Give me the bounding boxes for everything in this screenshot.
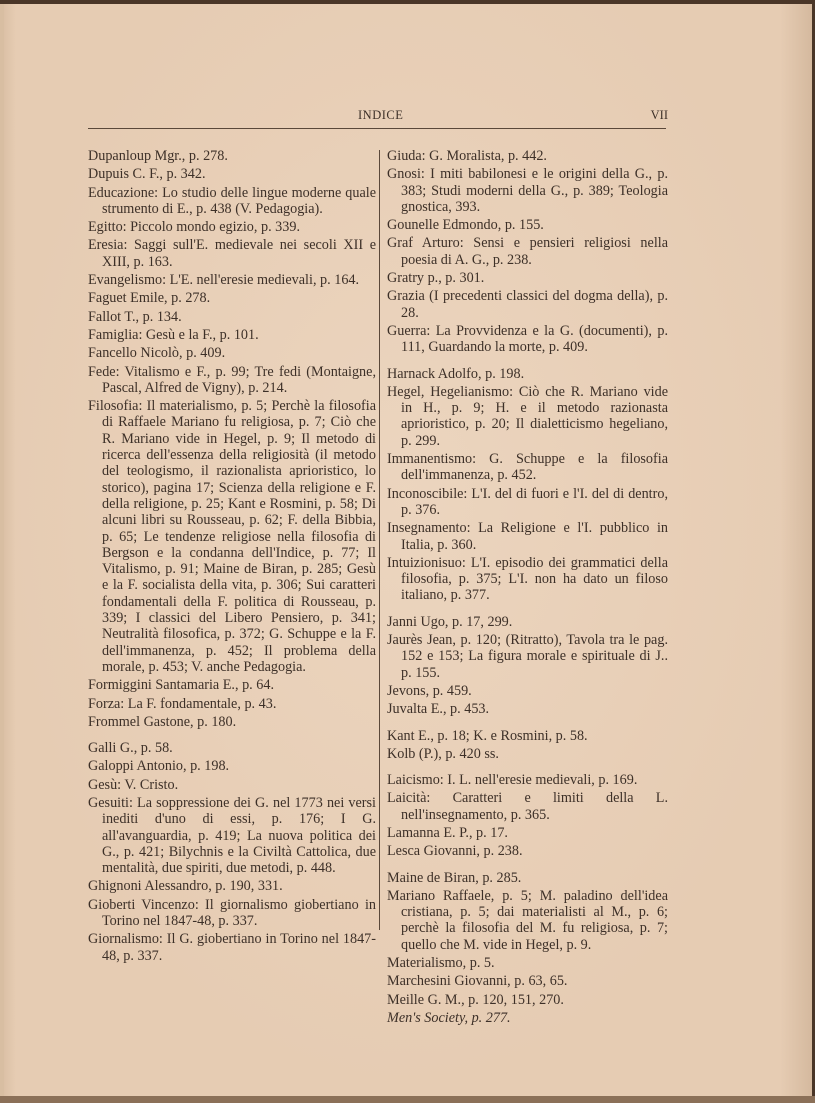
index-entry: Immanentismo: G. Schuppe e la filosofia dell'immanenza, p. 452. <box>387 451 668 484</box>
index-entry: Lesca Giovanni, p. 238. <box>387 843 523 860</box>
index-entry: Inconoscibile: L'I. del di fuori e l'I. del di dentro, p. 376. <box>387 485 668 518</box>
index-column-right <box>387 148 668 1028</box>
running-title: INDICE <box>358 108 404 122</box>
index-entry: Gounelle Edmondo, p. 155. <box>387 217 544 234</box>
index-entry: Famiglia: Gesù e la F., p. 101. <box>88 326 259 343</box>
index-entry: Evangelismo: L'E. nell'eresie medievali, p. 164. <box>88 272 360 289</box>
index-entry: Kolb (P.), p. 420 ss. <box>387 745 499 762</box>
page-number: VII <box>650 108 668 122</box>
index-entry: Insegnamento: La Religione e l'I. pubblico in Italia, p. 360. <box>387 520 668 553</box>
index-entry: Galoppi Antonio, p. 198. <box>88 758 230 775</box>
index-entry: Gesuiti: La soppressione dei G. nel 1773 nei versi inediti d'uno di essi, p. 176; I G. all'avanguardia, p. 419; La nuova politica dei G., p. 421; Bilychnis e la Civiltà Cattolica, due mentalità, due spiriti, due metodi, p. 448. <box>88 794 376 877</box>
index-entry: Filosofia: Il materialismo, p. 5; Perchè la filosofia di Raffaele Mariano fu religiosa, p. 7; Ciò che R. Mariano vide in Hegel, p. 9; Il metodo di ricerca dell'essenza della religiosità (il metodo del teologismo, il razionalista aprioristico, lo storico), pagina 17; Scienza della religione e F. della religione, p. 25; Kant e Rosmini, p. 58; Di alcuni libri su Rousseau, p. 62; F. della Bibbia, p. 65; Le tendenze religiose nella filosofia di Bergson e la condanna dell'Indice, p. 77; Il Vitalismo, p. 91; Maine de Biran, p. 285; Gesù e la F. socialista della vita, p. 306; Sui caratteri fondamentali della F. politica di Rousseau, p. 339; I classici del Libero Pensiero, p. 341; Neutralità filosofica, p. 372; G. Schuppe e la F. dell'immanenza, p. 452; Il problema della morale, p. 453; V. anche Pedagogia. <box>88 398 376 675</box>
index-entry-italic: Men's Society, p. 277. <box>387 1009 511 1026</box>
index-entry: Educazione: Lo studio delle lingue moderne quale strumento di E., p. 438 (V. Pedagogia). <box>88 184 376 217</box>
index-entry: Graf Arturo: Sensi e pensieri religiosi nella poesia di A. G., p. 238. <box>387 235 668 268</box>
index-entry: Ghignoni Alessandro, p. 190, 331. <box>88 878 283 895</box>
index-entry: Meille G. M., p. 120, 151, 270. <box>387 991 564 1008</box>
index-entry: Hegel, Hegelianismo: Ciò che R. Mariano vide in H., p. 9; H. e il metodo razionasta aprioristico, p. 20; Il dialetticismo hegeliano, p. 299. <box>387 383 668 449</box>
index-entry: Janni Ugo, p. 17, 299. <box>387 613 513 630</box>
index-entry: Laicismo: I. L. nell'eresie medievali, p. 169. <box>387 772 638 789</box>
index-entry: Marchesini Giovanni, p. 63, 65. <box>387 973 568 990</box>
index-entry: Juvalta E., p. 453. <box>387 701 490 718</box>
index-entry: Jaurès Jean, p. 120; (Ritratto), Tavola tra le pag. 152 e 153; La figura morale e spirituale di J.. p. 155. <box>387 632 668 681</box>
index-entry: Frommel Gastone, p. 180. <box>88 713 237 730</box>
index-entry: Giornalismo: Il G. giobertiano in Torino nel 1847-48, p. 337. <box>88 931 376 964</box>
index-entry: Fancello Nicolò, p. 409. <box>88 345 226 362</box>
index-entry: Faguet Emile, p. 278. <box>88 290 211 307</box>
index-entry: Laicità: Caratteri e limiti della L. nell'insegnamento, p. 365. <box>387 790 668 823</box>
index-entry: Fallot T., p. 134. <box>88 308 182 325</box>
column-divider <box>379 150 380 930</box>
index-column-left <box>88 148 376 966</box>
book-page <box>0 4 812 1096</box>
index-entry: Egitto: Piccolo mondo egizio, p. 339. <box>88 219 301 236</box>
index-entry: Maine de Biran, p. 285. <box>387 869 522 886</box>
index-entry: Eresia: Saggi sull'E. medievale nei secoli XII e XIII, p. 163. <box>88 237 376 270</box>
index-entry: Gnosi: I miti babilonesi e le origini della G., p. 383; Studi moderni della G., p. 389; Teologia gnostica, 393. <box>387 166 668 215</box>
index-entry: Forza: La F. fondamentale, p. 43. <box>88 695 277 712</box>
index-entry: Grazia (I precedenti classici del dogma della), p. 28. <box>387 288 668 321</box>
index-entry: Jevons, p. 459. <box>387 682 472 699</box>
index-entry: Giuda: G. Moralista, p. 442. <box>387 148 547 164</box>
index-entry: Lamanna E. P., p. 17. <box>387 824 508 841</box>
index-entry: Fede: Vitalismo e F., p. 99; Tre fedi (Montaigne, Pascal, Alfred de Vigny), p. 214. <box>88 363 376 396</box>
page-bottom-edge <box>0 1096 815 1103</box>
index-entry: Kant E., p. 18; K. e Rosmini, p. 58. <box>387 727 588 744</box>
index-entry: Formiggini Santamaria E., p. 64. <box>88 677 274 694</box>
index-entry: Gioberti Vincenzo: Il giornalismo giobertiano in Torino nel 1847-48, p. 337. <box>88 896 376 930</box>
index-entry: Gratry p., p. 301. <box>387 270 485 287</box>
index-entry: Harnack Adolfo, p. 198. <box>387 365 525 382</box>
page-left-edge <box>0 4 4 1096</box>
index-entry: Materialismo, p. 5. <box>387 955 495 972</box>
index-entry: Gesù: V. Cristo. <box>88 776 179 793</box>
index-entry: Intuizionisuo: L'I. episodio dei grammatici della filosofia, p. 375; L'I. non ha dato un filoso italiano, p. 377. <box>387 554 668 604</box>
index-entry: Galli G., p. 58. <box>88 740 173 757</box>
running-head <box>88 108 668 128</box>
index-entry: Dupanloup Mgr., p. 278. <box>88 148 228 164</box>
index-entry: Guerra: La Provvidenza e la G. (documenti), p. 111, Guardando la morte, p. 409. <box>387 322 668 356</box>
index-entry: Dupuis C. F., p. 342. <box>88 166 206 183</box>
index-entry: Mariano Raffaele, p. 5; M. paladino dell'idea cristiana, p. 5; dai materialisti al M., p. 6; perchè la filosofia del M. fu religiosa, p. 7; quello che M. vide in Hegel, p. 9. <box>387 887 668 953</box>
header-rule <box>88 128 666 129</box>
